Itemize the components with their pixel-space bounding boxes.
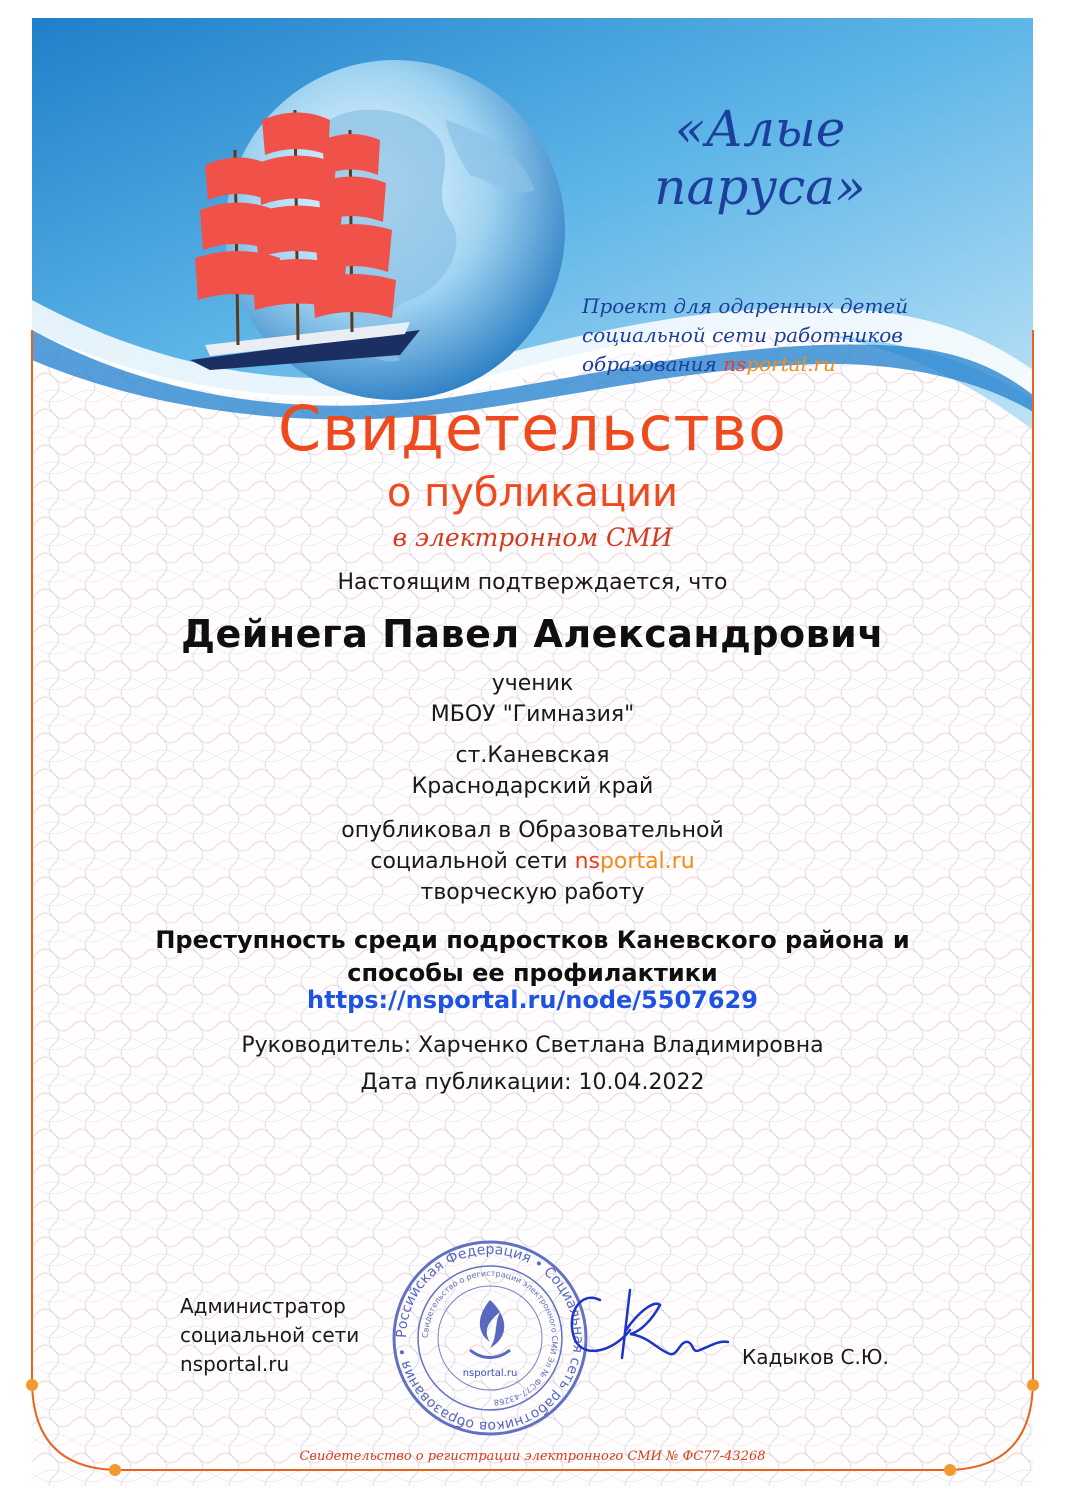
work-title (0, 924, 1065, 990)
nsportal-brand-ns: ns (574, 849, 600, 874)
project-description (582, 292, 912, 379)
nsportal-brand-portal: portal.ru (746, 352, 836, 376)
confirmation-text: Настоящим подтверждается, что (337, 570, 728, 595)
recipient-school: МБОУ "Гимназия" (430, 702, 635, 727)
recipient-region: Краснодарский край (411, 774, 654, 799)
administrator-label (180, 1292, 359, 1379)
publication-link[interactable]: https://nsportal.ru/node/5507629 (307, 986, 758, 1014)
work-title-line: способы ее профилактики (347, 959, 718, 987)
project-line (582, 350, 912, 379)
published-line: опубликовал в Образовательной (341, 818, 724, 843)
published-line: творческую работу (420, 880, 645, 905)
recipient-name: Дейнега Павел Александрович (181, 612, 884, 656)
admin-line: nsportal.ru (180, 1352, 290, 1376)
svg-text:Российская Федерация • Социаль: Российская Федерация • Социальная сеть работников образования • (393, 1241, 587, 1435)
recipient-location (0, 740, 1065, 802)
svg-text:Свидетельство о регистрации эл: Свидетельство о регистрации электронного СМИ Эл № ФС77-43268 (420, 1268, 560, 1407)
stamp-logo-text: nsportal.ru (462, 1368, 518, 1379)
publication-statement (0, 815, 1065, 908)
published-line-prefix: социальной сети (370, 849, 575, 874)
project-line: социальной сети работников (582, 323, 903, 347)
nsportal-brand-ns: ns (723, 352, 747, 376)
published-line (0, 846, 1065, 877)
signer-name: Кадыков С.Ю. (742, 1345, 889, 1369)
supervisor: Руководитель: Харченко Светлана Владимировна (241, 1033, 824, 1058)
recipient-role: ученик (491, 671, 574, 696)
work-title-line: Преступность среди подростков Каневского района и (155, 926, 910, 954)
admin-line: Администратор (180, 1294, 346, 1318)
recipient-details (0, 668, 1065, 730)
certificate-title: Свидетельство (277, 392, 788, 465)
nsportal-brand-portal: portal.ru (599, 849, 695, 874)
recipient-city: ст.Каневская (455, 743, 610, 768)
registration-note: Свидетельство о регистрации электронного СМИ № ФС77-43268 (299, 1449, 766, 1464)
project-line: Проект для одаренных детей (582, 294, 909, 318)
certificate-subtitle-media: в электронном СМИ (392, 523, 673, 552)
admin-line: социальной сети (180, 1323, 360, 1347)
handwritten-signature (560, 1270, 740, 1380)
publication-date: Дата публикации: 10.04.2022 (360, 1070, 705, 1095)
project-title: «Алые паруса» (654, 100, 866, 216)
project-line-prefix: образования (582, 352, 724, 376)
certificate-subtitle: о публикации (386, 470, 679, 516)
